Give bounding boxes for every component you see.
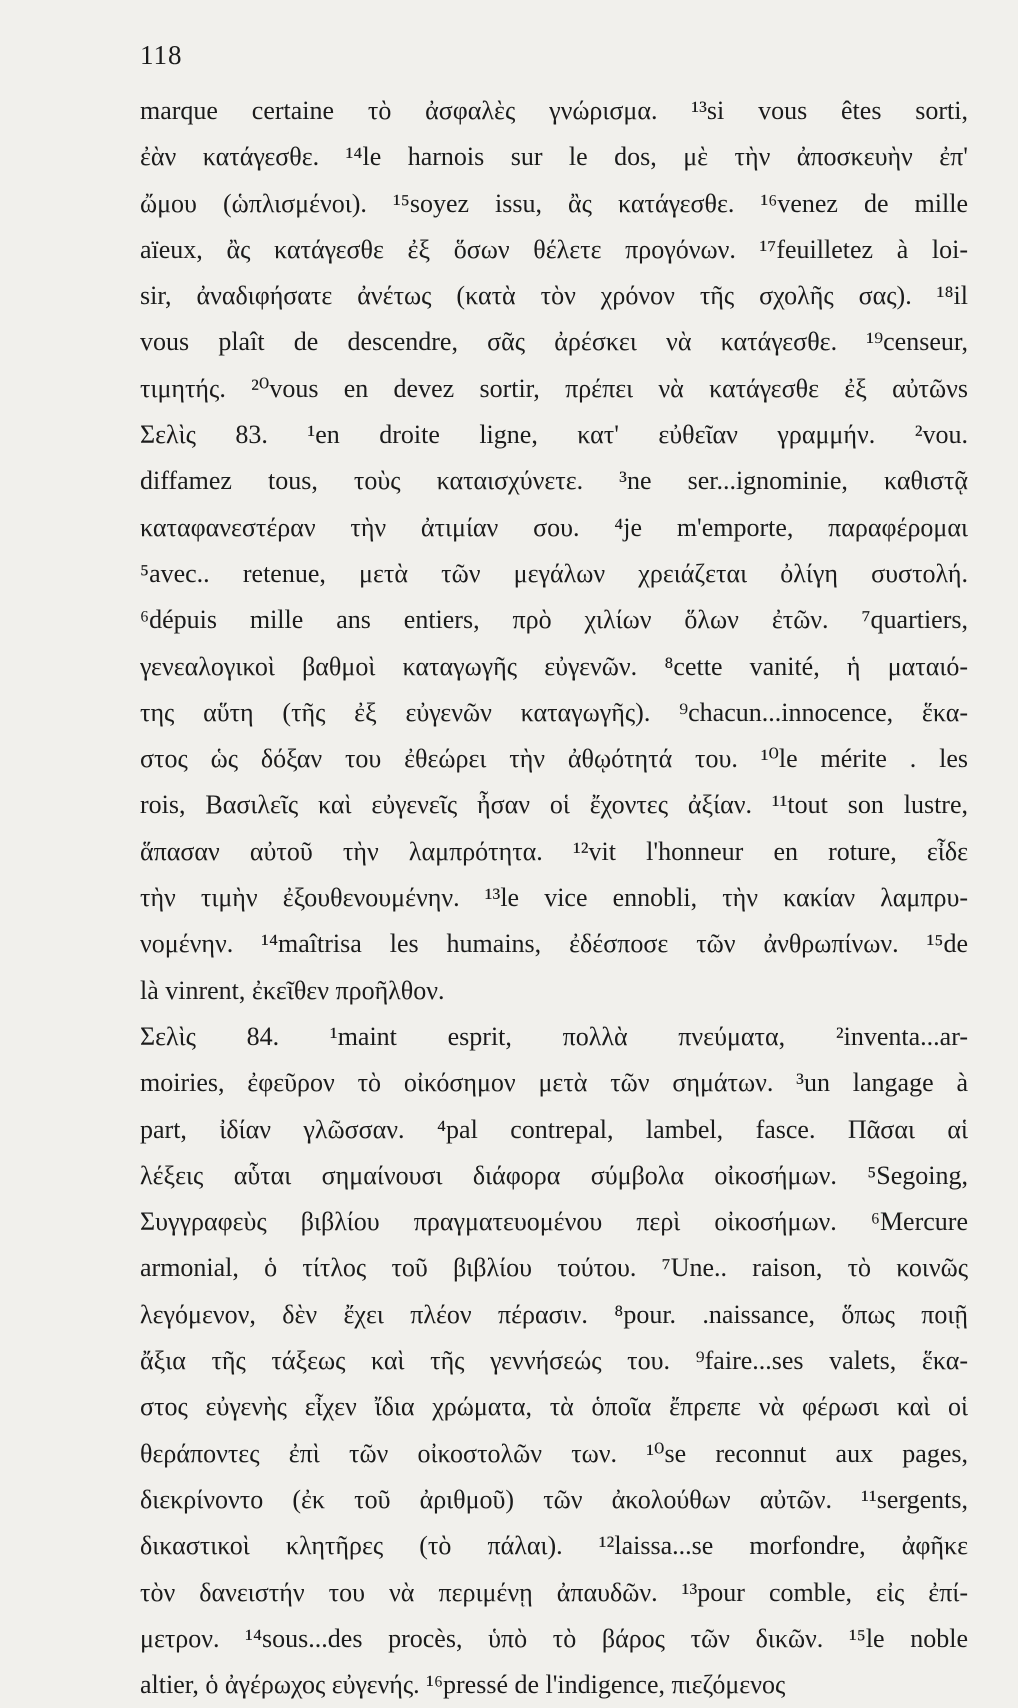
text-line: aïeux, ἂς κατάγεσθε ἐξ ὅσων θέλετε προγόνων. ¹⁷feuilletez à loi-: [140, 234, 968, 264]
text-line: τὴν τιμὴν ἐξουθενουμένην. ¹³le vice ennobli, τὴν κακίαν λαμπρυ-: [140, 883, 968, 913]
text-line: διεκρίνοντο (ἐκ τοῦ ἀριθμοῦ) τῶν ἀκολούθων αὐτῶν. ¹¹sergents,: [140, 1484, 968, 1514]
text-line: là vinrent, ἐκεῖθεν προῆλθον.: [140, 975, 445, 1005]
text-line: μετρον. ¹⁴sous...des procès, ὑπὸ τὸ βάρος τῶν δικῶν. ¹⁵le noble: [140, 1623, 968, 1653]
text-line: γενεαλογικοὶ βαθμοὶ καταγωγῆς εὐγενῶν. ⁸cette vanité, ἡ ματαιό-: [140, 651, 968, 681]
text-line: ⁵avec.. retenue, μετὰ τῶν μεγάλων χρειάζεται ὀλίγη συστολή.: [140, 558, 968, 588]
text-line: δικαστικοὶ κλητῆρες (τὸ πάλαι). ¹²laissa...se morfondre, ἀφῆκε: [140, 1531, 968, 1561]
text-line: ἄξια τῆς τάξεως καὶ τῆς γεννήσεώς του. ⁹faire...ses valets, ἕκα-: [140, 1346, 968, 1376]
text-line: στος εὐγενὴς εἶχεν ἴδια χρώματα, τὰ ὁποῖα ἔπρεπε νὰ φέρωσι καὶ οἱ: [140, 1392, 968, 1422]
text-line: Συγγραφεὺς βιβλίου πραγματευομένου περὶ οἰκοσήμων. ⁶Mercure: [140, 1207, 968, 1237]
text-line: ⁶dépuis mille ans entiers, πρὸ χιλίων ὅλων ἐτῶν. ⁷quartiers,: [140, 605, 968, 635]
text-line: Σελὶς 83. ¹en droite ligne, κατ' εὐθεῖαν γραμμήν. ²vou.: [140, 420, 968, 450]
text-line: rois, Βασιλεῖς καὶ εὐγενεῖς ἦσαν οἱ ἔχοντες ἀξίαν. ¹¹tout son lustre,: [140, 790, 968, 820]
page-number: 118: [140, 40, 183, 70]
text-line: λεγόμενον, δὲν ἔχει πλέον πέρασιν. ⁸pour. .naissance, ὅπως ποιῇ: [140, 1299, 968, 1329]
text-line: λέξεις αὗται σημαίνουσι διάφορα σύμβολα οἰκοσήμων. ⁵Segoing,: [140, 1160, 968, 1190]
text-line: vous plaît de descendre, σᾶς ἀρέσκει νὰ κατάγεσθε. ¹⁹censeur,: [140, 327, 968, 357]
text-line: θεράποντες ἐπὶ τῶν οἰκοστολῶν των. ¹⁰se reconnut aux pages,: [140, 1438, 968, 1468]
text-line: marque certaine τὸ ἀσφαλὲς γνώρισμα. ¹³si vous êtes sorti,: [140, 96, 968, 125]
text-line: altier, ὁ ἀγέρωχος εὐγενής. ¹⁶pressé de l'indigence, πιεζόμενος: [140, 1670, 786, 1700]
text-line: τιμητής. ²⁰vous en devez sortir, πρέπει νὰ κατάγεσθε ἐξ αὐτῶνs: [140, 373, 968, 403]
text-line: καταφανεστέραν τὴν ἀτιμίαν σου. ⁴je m'emporte, παραφέρομαι: [140, 512, 968, 542]
text-line: ἅπασαν αὐτοῦ τὴν λαμπρότητα. ¹²vit l'honneur en roture, εἶδε: [140, 836, 968, 866]
text-line: ἐὰν κατάγεσθε. ¹⁴le harnois sur le dos, μὲ τὴν ἀποσκευὴν ἐπ': [140, 142, 968, 172]
text-body: [140, 88, 968, 1708]
text-line: ὤμου (ὡπλισμένοι). ¹⁵soyez issu, ἂς κατάγεσθε. ¹⁶venez de mille: [140, 188, 968, 218]
text-line: sir, ἀναδιφήσατε ἀνέτως (κατὰ τὸν χρόνον τῆς σχολῆς σας). ¹⁸il: [140, 281, 968, 311]
text-line: Σελὶς 84. ¹maint esprit, πολλὰ πνεύματα, ²inventa...ar-: [140, 1021, 968, 1051]
text-line: armonial, ὁ τίτλος τοῦ βιβλίου τούτου. ⁷Une.. raison, τὸ κοινῶς: [140, 1253, 968, 1283]
text-line: της αὕτη (τῆς ἐξ εὐγενῶν καταγωγῆς). ⁹chacun...innocence, ἕκα-: [140, 697, 968, 727]
text-line: part, ἰδίαν γλῶσσαν. ⁴pal contrepal, lambel, fasce. Πᾶσαι αἱ: [140, 1114, 968, 1144]
text-line: τὸν δανειστήν του νὰ περιμένῃ ἀπαυδῶν. ¹³pour comble, εἰς ἐπί-: [140, 1577, 968, 1607]
text-line: στος ὡς δόξαν του ἐθεώρει τὴν ἀθῳότητά του. ¹⁰le mérite . les: [140, 744, 968, 774]
text-line: moiries, ἐφεῦρον τὸ οἰκόσημον μετὰ τῶν σημάτων. ³un langage à: [140, 1068, 968, 1098]
text-line: diffamez tous, τοὺς καταισχύνετε. ³ne ser...ignominie, καθιστᾷ: [140, 466, 968, 496]
text-line: νομένην. ¹⁴maîtrisa les humains, ἐδέσποσε τῶν ἀνθρωπίνων. ¹⁵de: [140, 929, 968, 959]
